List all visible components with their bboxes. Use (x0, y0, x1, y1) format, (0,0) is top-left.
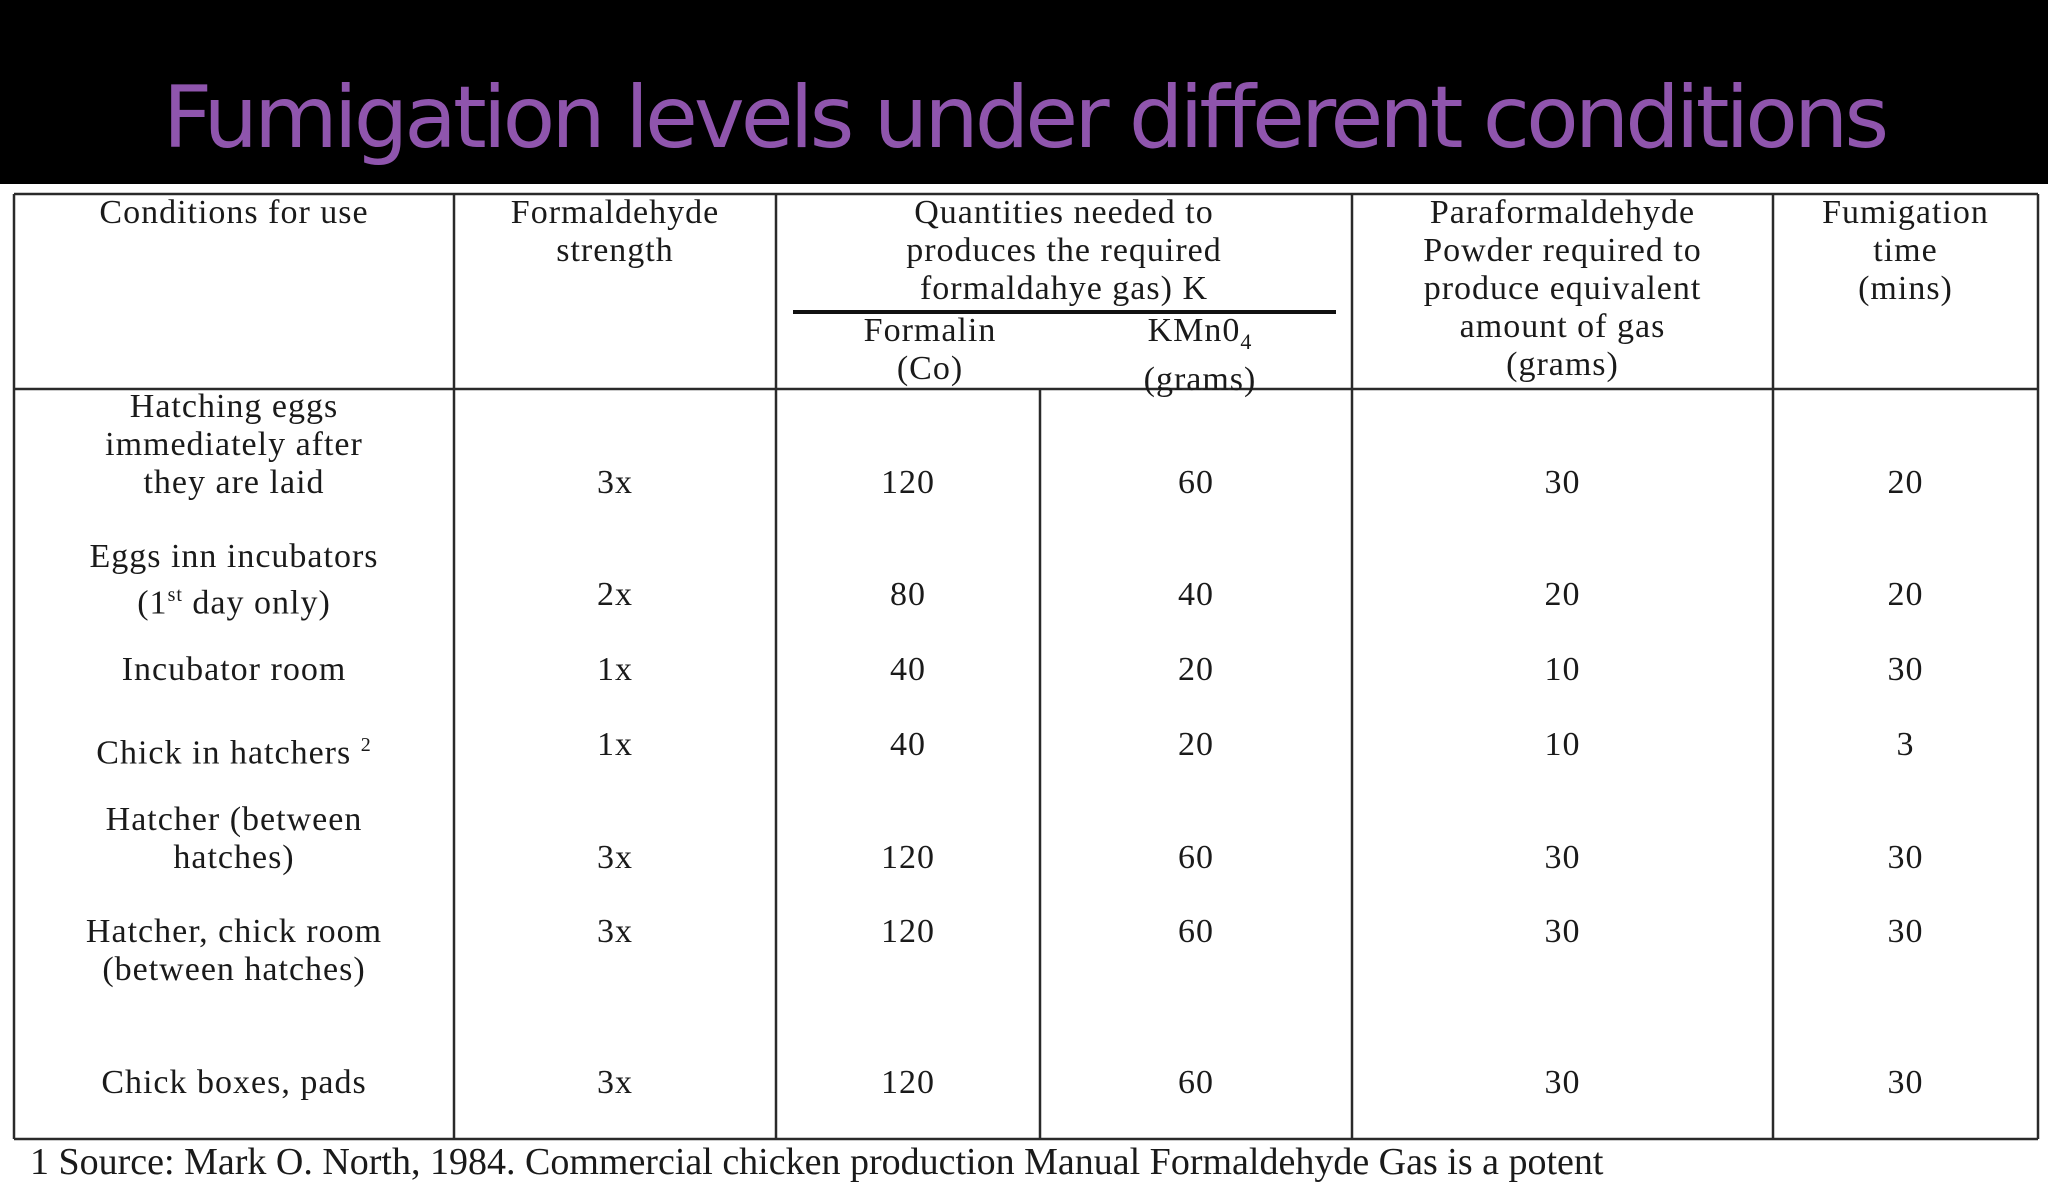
row1-paraformaldehyde: 30 (1544, 464, 1581, 501)
slide-title: Fumigation levels under different conditions (162, 68, 1886, 168)
row2-paraformaldehyde: 20 (1544, 576, 1581, 613)
header-strength: Formaldehyde strength (510, 194, 720, 269)
row7-time: 30 (1887, 1064, 1924, 1101)
row7-formalin: 120 (881, 1064, 935, 1101)
row2-formalin: 80 (890, 576, 926, 613)
row1-kmno4: 60 (1178, 464, 1214, 501)
row5-kmno4: 60 (1178, 839, 1214, 876)
row1-formalin: 120 (881, 464, 935, 501)
header-quantities: Quantities needed to produces the required formaldahye gas) K (906, 194, 1222, 307)
row4-formalin: 40 (890, 726, 926, 763)
row3-kmno4: 20 (1178, 651, 1214, 688)
row7-paraformaldehyde: 30 (1544, 1064, 1581, 1101)
row7-kmno4: 60 (1178, 1064, 1214, 1101)
row6-strength: 3x (597, 913, 633, 950)
row5-condition: Hatcher (between hatches) (105, 801, 363, 876)
row3-paraformaldehyde: 10 (1544, 651, 1581, 688)
row5-formalin: 120 (881, 839, 935, 876)
row3-formalin: 40 (890, 651, 926, 688)
row4-time: 3 (1896, 726, 1915, 763)
row2-kmno4: 40 (1178, 576, 1214, 613)
row5-time: 30 (1887, 839, 1924, 876)
row6-time: 30 (1887, 913, 1924, 950)
row3-time: 30 (1887, 651, 1924, 688)
row4-condition: Chick in hatchers $^2$ (96, 734, 372, 772)
row6-paraformaldehyde: 30 (1544, 913, 1581, 950)
row2-condition: Eggs inn incubators (1st day only) (89, 538, 379, 622)
row5-strength: 3x (597, 839, 633, 876)
row4-paraformaldehyde: 10 (1544, 726, 1581, 763)
row1-time: 20 (1887, 464, 1924, 501)
row7-condition: Chick boxes, pads (101, 1064, 367, 1101)
row4-strength: 1x (597, 726, 633, 763)
row4-kmno4: 20 (1178, 726, 1214, 763)
footnote: 1 Source: Mark O. North, 1984. Commercial chicken production Manual Formaldehyde Gas is a potent (30, 1141, 1604, 1183)
row2-time: 20 (1887, 576, 1924, 613)
row7-strength: 3x (597, 1064, 633, 1101)
row6-formalin: 120 (881, 913, 935, 950)
header-paraformaldehyde: Paraformaldehyde Powder required to produce equivalent amount of gas (grams) (1423, 194, 1702, 383)
row1-strength: 3x (597, 464, 633, 501)
header-kmno4: $KMn0_4$ (grams) (1143, 312, 1257, 398)
fumigation-table (0, 184, 2048, 1183)
header-time: Fumigation time (mins) (1822, 194, 1989, 307)
row6-kmno4: 60 (1178, 913, 1214, 950)
row1-condition: Hatching eggs immediately after they are laid (105, 388, 363, 501)
row3-condition: Incubator room (121, 651, 347, 688)
header-conditions: Conditions for use (99, 194, 369, 231)
row2-strength: 2x (597, 576, 633, 613)
row5-paraformaldehyde: 30 (1544, 839, 1581, 876)
row6-condition: Hatcher, chick room (between hatches) (85, 913, 383, 988)
row3-strength: 1x (597, 651, 633, 688)
header-formalin: Formalin (Co) (863, 312, 997, 387)
